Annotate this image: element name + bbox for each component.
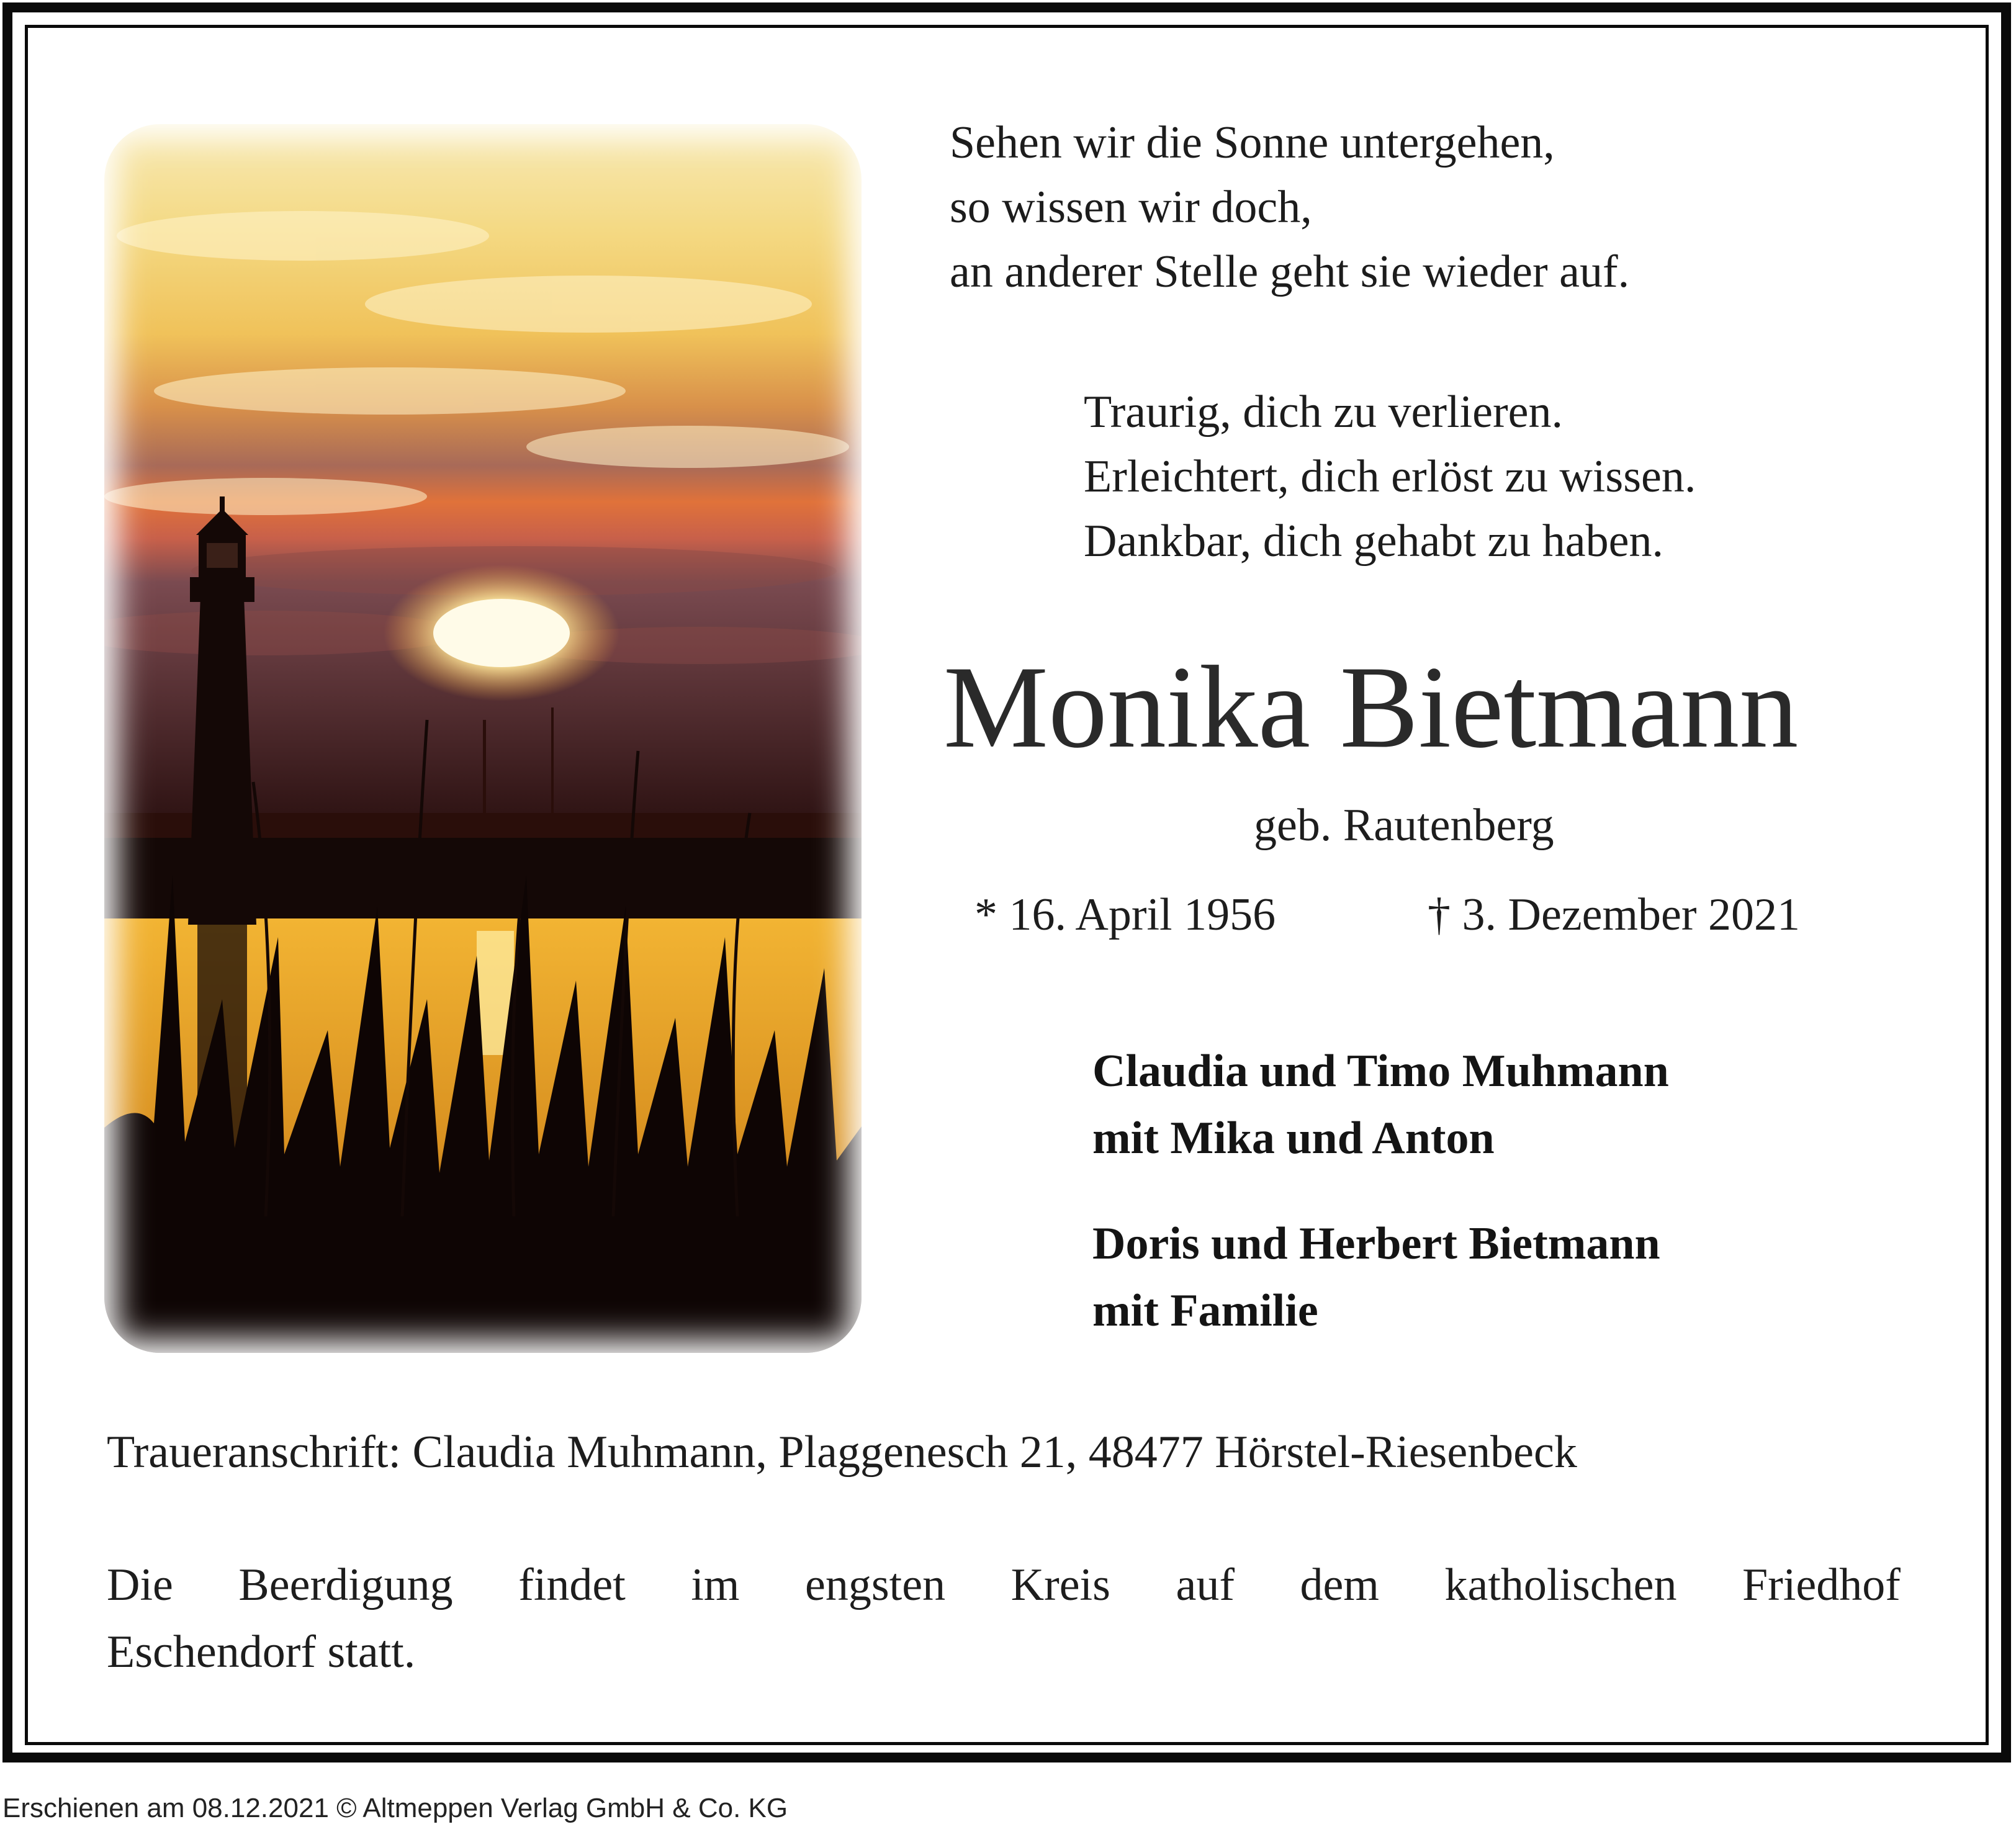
poem-line: Traurig, dich zu verlieren.: [1084, 387, 1563, 438]
funeral-word: Die: [107, 1560, 173, 1610]
poem-line: an anderer Stelle geht sie wieder auf.: [950, 246, 1630, 297]
maiden-name: geb. Rautenberg: [1254, 800, 1554, 851]
poem-line: so wissen wir doch,: [950, 182, 1312, 233]
funeral-line-justified: [107, 1551, 1901, 1619]
funeral-word: im: [691, 1560, 740, 1610]
birth-date: * 16. April 1956: [974, 889, 1276, 940]
poem-line: Erleichtert, dich erlöst zu wissen.: [1084, 451, 1696, 502]
mourning-address: Traueranschrift: Claudia Muhmann, Plaggenesch 21, 48477 Hörstel-Riesenbeck: [107, 1427, 1577, 1478]
funeral-word: auf: [1176, 1560, 1235, 1610]
deceased-name: Monika Bietmann: [943, 642, 1799, 773]
funeral-word: Beerdigung: [238, 1560, 453, 1610]
poem-line: Sehen wir die Sonne untergehen,: [950, 117, 1555, 168]
lighthouse-sunset-photo: [79, 99, 886, 1378]
publication-footer: Erschienen am 08.12.2021 © Altmeppen Verlag GmbH & Co. KG: [2, 1793, 788, 1823]
funeral-word: dem: [1300, 1560, 1379, 1610]
funeral-word: Friedhof: [1742, 1560, 1901, 1610]
funeral-line: Eschendorf statt.: [107, 1627, 416, 1677]
mourner-line: mit Mika und Anton: [1092, 1113, 1495, 1164]
mourner-group: [1092, 1210, 1660, 1344]
poem-first-verse: [950, 110, 1629, 304]
funeral-notice: [107, 1551, 1901, 1686]
funeral-word: katholischen: [1444, 1560, 1677, 1610]
mourner-line: Claudia und Timo Muhmann: [1092, 1046, 1669, 1097]
poem-line: Dankbar, dich gehabt zu haben.: [1084, 516, 1663, 567]
funeral-word: findet: [518, 1560, 626, 1610]
death-date: † 3. Dezember 2021: [1428, 889, 1801, 940]
mourner-line: Doris und Herbert Bietmann: [1092, 1218, 1660, 1269]
mourner-line: mit Familie: [1092, 1285, 1318, 1336]
mourner-group: [1092, 1038, 1669, 1172]
poem-second-verse: [1084, 380, 1696, 573]
funeral-word: engsten: [805, 1560, 946, 1610]
funeral-word: Kreis: [1010, 1560, 1110, 1610]
